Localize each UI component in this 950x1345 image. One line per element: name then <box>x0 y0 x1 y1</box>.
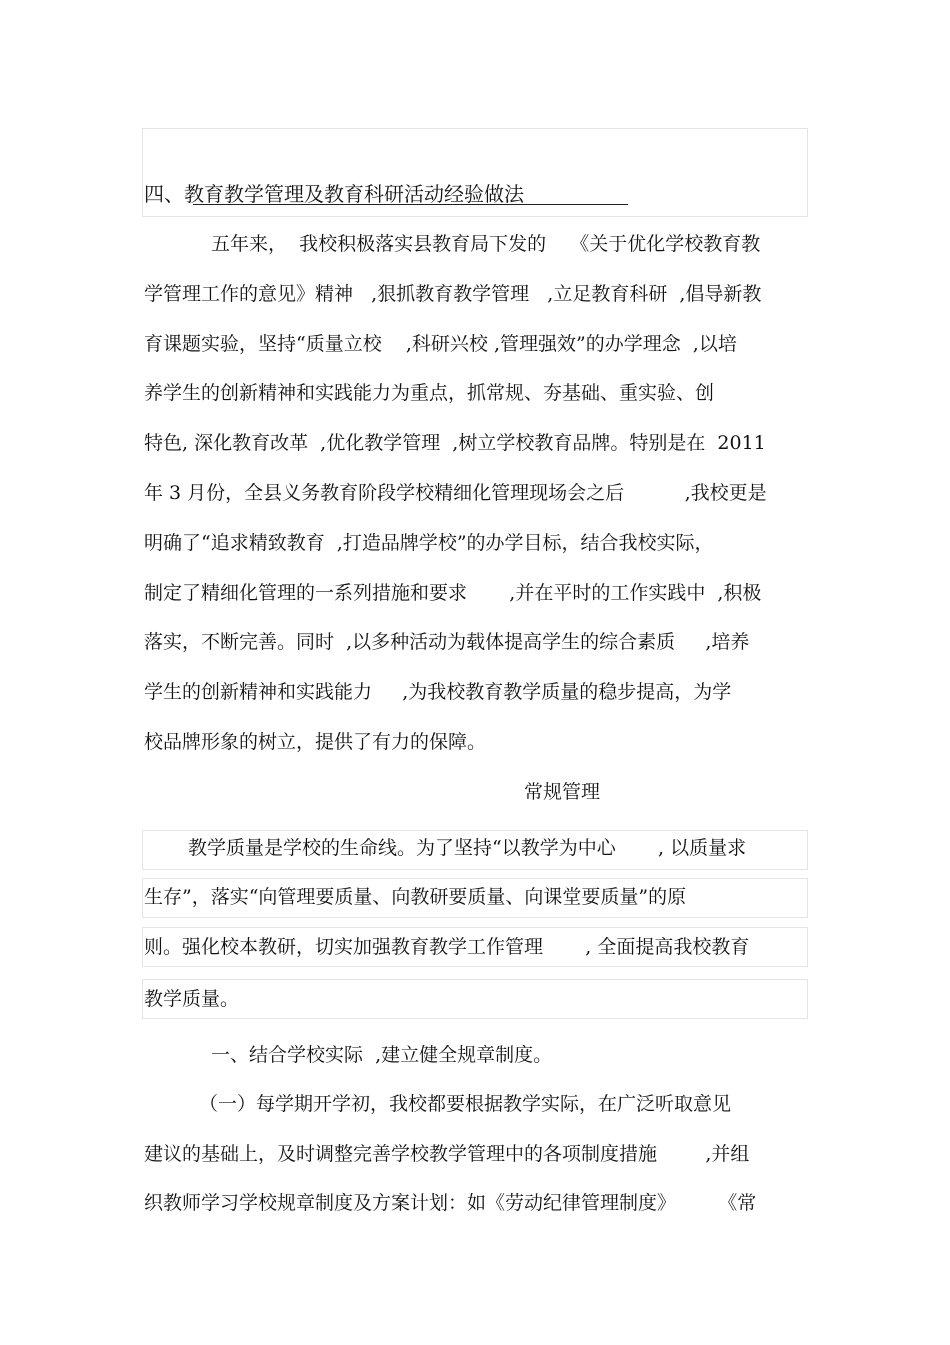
subsection-line: 教学质量是学校的生命线。为了坚持“以教学为中心 , 以质量求 <box>188 837 747 859</box>
subsection-line: 教学质量。 <box>144 988 240 1010</box>
intro-line: 明确了“追求精致教育 ,打造品牌学校”的办学目标，结合我校实际， <box>144 532 714 554</box>
intro-line: 学生的创新精神和实践能力 ,为我校教育教学质量的稳步提高，为学 <box>144 681 732 703</box>
paragraph-frame-4 <box>142 979 808 1019</box>
intro-line: 制定了精细化管理的一系列措施和要求 ,并在平时的工作实践中 ,积极 <box>144 582 762 604</box>
intro-line: 落实，不断完善。同时 ,以多种活动为载体提高学生的综合素质 ,培养 <box>144 631 750 653</box>
intro-line: 五年来， 我校积极落实县教育局下发的 《关于优化学校教育教 <box>211 233 761 255</box>
item-line: （一）每学期开学初，我校都要根据教学实际，在广泛听取意见 <box>199 1093 732 1115</box>
subsection-line: 则。强化校本教研，切实加强教育教学工作管理 , 全面提高我校教育 <box>144 936 750 958</box>
heading-underline <box>193 204 628 205</box>
intro-line: 年 3 月份，全县义务教育阶段学校精细化管理现场会之后 ,我校更是 <box>144 482 767 504</box>
intro-line: 育课题实验，坚持“质量立校 ,科研兴校 ,管理强效”的办学理念 ,以培 <box>144 333 737 355</box>
item-title: 一、结合学校实际 ,建立健全规章制度。 <box>211 1044 553 1066</box>
intro-line: 学管理工作的意见》精神 ,狠抓教育教学管理 ,立足教育科研 ,倡导新教 <box>144 283 762 305</box>
intro-line: 校品牌形象的树立，提供了有力的保障。 <box>144 731 487 753</box>
intro-line: 特色, 深化教育改革 ,优化教学管理 ,树立学校教育品牌。特别是在 2011 <box>144 432 766 454</box>
section-heading: 四、教育教学管理及教育科研活动经验做法 <box>144 182 524 206</box>
subsection-line: 生存”，落实“向管理要质量、向教研要质量、向课堂要质量”的原 <box>144 886 687 908</box>
item-line: 建议的基础上，及时调整完善学校教学管理中的各项制度措施 ,并组 <box>144 1143 750 1165</box>
item-line: 织教师学习学校规章制度及方案计划：如《劳动纪律管理制度》 《常 <box>144 1192 757 1214</box>
intro-line: 养学生的创新精神和实践能力为重点，抓常规、夯基础、重实验、创 <box>144 382 715 404</box>
subsection-title: 常规管理 <box>524 781 601 803</box>
